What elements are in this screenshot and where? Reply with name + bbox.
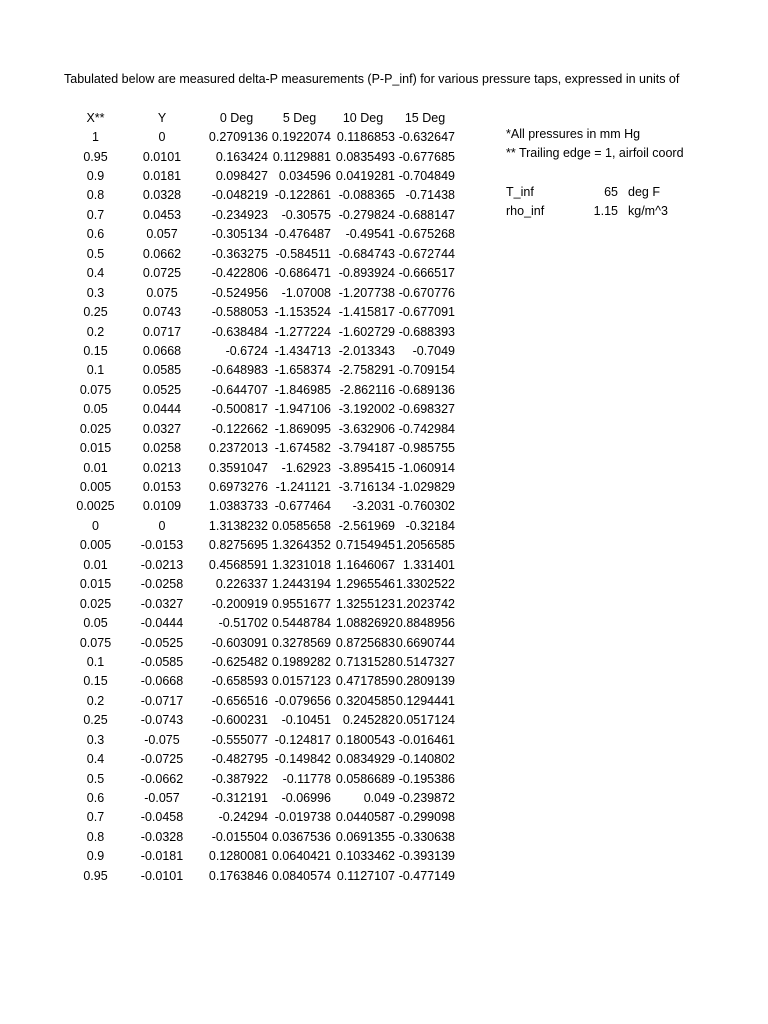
table-row [72, 788, 455, 807]
trailing-edge-note: ** Trailing edge = 1, airfoil coord [506, 146, 684, 161]
deg-0-cell: -0.603091 [211, 635, 268, 650]
deg-10-cell: -3.716134 [338, 480, 395, 495]
y-cell: -0.0717 [140, 693, 184, 708]
deg-0-cell: -0.363275 [211, 246, 268, 261]
x-cell: 0.7 [86, 207, 105, 222]
table-row [72, 730, 455, 749]
table-row [72, 808, 455, 827]
deg-5-cell: 0.0367536 [271, 829, 331, 844]
deg-10-cell: 0.0586689 [335, 771, 395, 786]
deg-5-cell: -0.584511 [275, 246, 331, 261]
deg-10-cell: 1.2965546 [335, 577, 395, 592]
table-row [72, 691, 455, 710]
x-cell: 0.3 [86, 285, 105, 300]
deg-0-cell: -0.638484 [211, 324, 268, 339]
deg-5-cell: 0.0640421 [271, 849, 331, 864]
deg-15-cell: -0.71438 [405, 188, 455, 203]
deg-0-cell: 0.098427 [215, 169, 268, 184]
deg-5-cell: 1.2443194 [271, 577, 331, 592]
deg-0-cell: -0.648983 [211, 363, 268, 378]
deg-5-cell: 1.3264352 [271, 538, 331, 553]
x-cell: 0.4 [86, 266, 105, 281]
table-row [72, 866, 455, 885]
deg-5-cell: -0.122861 [274, 188, 331, 203]
table-row [72, 575, 455, 594]
deg-5-cell: 0.0840574 [271, 868, 331, 883]
deg-15-cell: -0.670776 [398, 285, 455, 300]
deg-0-cell: -0.422806 [211, 266, 268, 281]
parameter-row-t-inf [506, 185, 706, 204]
deg-5-cell: 0.1922074 [271, 130, 331, 145]
deg-15-cell: -0.672744 [398, 246, 455, 261]
x-cell: 0.6 [86, 791, 105, 806]
deg-10-cell: -0.893924 [338, 266, 395, 281]
deg-10-cell: -2.758291 [338, 363, 395, 378]
deg-15-cell: 1.2056585 [395, 538, 455, 553]
parameter-unit: kg/m^3 [628, 204, 668, 219]
y-cell: 0.0453 [142, 207, 182, 222]
deg-15-cell: 0.8848956 [395, 616, 455, 631]
deg-5-cell: 0.0157123 [271, 674, 331, 689]
deg-5-cell: 0.1989282 [271, 654, 331, 669]
x-cell: 0.075 [79, 382, 112, 397]
deg-10-cell: 0.7131528 [335, 654, 395, 669]
deg-10-cell: 0.0691355 [335, 829, 395, 844]
y-cell: -0.0743 [140, 713, 184, 728]
y-cell: 0 [158, 130, 166, 145]
deg-15-cell: -0.688147 [398, 207, 455, 222]
deg-10-cell: 0.3204585 [335, 693, 395, 708]
column-header-y: Y [157, 110, 167, 125]
table-row [72, 749, 455, 768]
deg-0-cell: 0.1280081 [208, 849, 268, 864]
y-cell: 0.0525 [142, 382, 182, 397]
deg-15-cell: -0.32184 [405, 518, 455, 533]
deg-5-cell: -1.658374 [274, 363, 331, 378]
x-cell: 0.25 [83, 713, 108, 728]
deg-0-cell: -0.048219 [211, 188, 268, 203]
table-row [72, 264, 455, 283]
freestream-parameters [506, 185, 706, 224]
parameter-value: 65 [604, 185, 618, 199]
deg-0-cell: 0.2709136 [208, 130, 268, 145]
column-header-15-deg: 15 Deg [404, 110, 446, 125]
deg-0-cell: -0.588053 [211, 305, 268, 320]
deg-5-cell: -1.277224 [274, 324, 331, 339]
deg-10-cell: -3.632906 [338, 421, 395, 436]
y-cell: -0.0458 [140, 810, 184, 825]
x-cell: 0.7 [86, 810, 105, 825]
deg-10-cell: 0.1033462 [335, 849, 395, 864]
y-cell: -0.075 [144, 732, 180, 747]
deg-10-cell: -0.088365 [338, 188, 395, 203]
table-row [72, 380, 455, 399]
deg-0-cell: 1.0383733 [208, 499, 268, 514]
table-row [72, 711, 455, 730]
deg-5-cell: -1.153524 [274, 305, 331, 320]
parameter-name: rho_inf [506, 204, 545, 219]
x-cell: 0.9 [86, 849, 105, 864]
x-cell: 0.95 [83, 149, 108, 164]
y-cell: 0.0109 [142, 499, 182, 514]
deg-5-cell: -1.62923 [281, 460, 331, 475]
deg-15-cell: -0.742984 [398, 421, 455, 436]
table-row [72, 438, 455, 457]
deg-0-cell: -0.6724 [225, 343, 268, 358]
table-row [72, 672, 455, 691]
y-cell: -0.0525 [140, 635, 184, 650]
table-row [72, 458, 455, 477]
table-row [72, 477, 455, 496]
deg-5-cell: -0.06996 [281, 791, 331, 806]
deg-10-cell: -2.013343 [338, 343, 395, 358]
deg-5-cell: -0.11778 [282, 771, 331, 786]
deg-10-cell: 0.245282 [342, 713, 395, 728]
deg-0-cell: -0.644707 [211, 382, 268, 397]
x-cell: 0.005 [79, 480, 112, 495]
deg-15-cell: 1.331401 [402, 557, 455, 572]
deg-0-cell: -0.51702 [218, 616, 268, 631]
y-cell: 0.0585 [142, 363, 182, 378]
deg-10-cell: 1.1646067 [335, 557, 395, 572]
y-cell: -0.0662 [140, 771, 184, 786]
deg-15-cell: -0.299098 [398, 810, 455, 825]
table-row [72, 147, 455, 166]
table-row [72, 166, 455, 185]
table-header-row [72, 108, 455, 127]
y-cell: 0.0328 [142, 188, 182, 203]
x-cell: 0.2 [86, 324, 105, 339]
deg-5-cell: -0.10451 [281, 713, 331, 728]
x-cell: 0.5 [86, 246, 105, 261]
x-cell: 0.8 [86, 188, 105, 203]
deg-10-cell: 0.0440587 [335, 810, 395, 825]
deg-10-cell: -0.49541 [345, 227, 395, 242]
y-cell: -0.0444 [140, 616, 184, 631]
deg-15-cell: -0.016461 [398, 732, 455, 747]
x-cell: 0.005 [79, 538, 112, 553]
deg-10-cell: 0.1800543 [335, 732, 395, 747]
deg-0-cell: -0.122662 [211, 421, 268, 436]
deg-10-cell: -0.684743 [338, 246, 395, 261]
deg-5-cell: 0.9551677 [271, 596, 331, 611]
y-cell: -0.0725 [140, 752, 184, 767]
deg-15-cell: -0.677685 [398, 149, 455, 164]
deg-15-cell: -1.029829 [398, 480, 455, 495]
deg-5-cell: -0.019738 [274, 810, 331, 825]
parameter-value: 1.15 [593, 204, 618, 219]
x-cell: 0.6 [86, 227, 105, 242]
deg-5-cell: 0.0585658 [271, 518, 331, 533]
column-header-0-deg: 0 Deg [219, 110, 254, 125]
table-body [72, 127, 455, 885]
notes-block [506, 127, 696, 166]
x-cell: 0.3 [86, 732, 105, 747]
table-row [72, 497, 455, 516]
deg-0-cell: -0.500817 [211, 402, 268, 417]
y-cell: 0 [158, 518, 166, 533]
deg-15-cell: -0.688393 [398, 324, 455, 339]
deg-10-cell: 0.0835493 [335, 149, 395, 164]
deg-5-cell: -1.07008 [281, 285, 331, 300]
deg-5-cell: -0.476487 [274, 227, 331, 242]
deg-0-cell: 0.6973276 [208, 480, 268, 495]
deg-10-cell: -2.561969 [338, 518, 395, 533]
deg-0-cell: -0.600231 [211, 713, 268, 728]
deg-15-cell: -0.7049 [412, 343, 455, 358]
deg-15-cell: -0.477149 [398, 868, 455, 883]
deg-5-cell: -1.674582 [274, 441, 331, 456]
table-row [72, 536, 455, 555]
column-header-5-deg: 5 Deg [282, 110, 317, 125]
table-row [72, 341, 455, 360]
deg-15-cell: -0.689136 [398, 382, 455, 397]
deg-10-cell: -3.192002 [338, 402, 395, 417]
y-cell: -0.0668 [140, 674, 184, 689]
deg-15-cell: -0.985755 [398, 441, 455, 456]
x-cell: 0.1 [86, 363, 105, 378]
parameter-name: T_inf [506, 185, 534, 199]
deg-15-cell: -0.704849 [398, 169, 455, 184]
deg-0-cell: 0.163424 [215, 149, 268, 164]
deg-5-cell: -1.947106 [274, 402, 331, 417]
deg-10-cell: 0.4717859 [335, 674, 395, 689]
deg-0-cell: -0.482795 [211, 752, 268, 767]
deg-0-cell: 0.226337 [215, 577, 268, 592]
pressure-table [72, 108, 455, 886]
deg-5-cell: 0.1129881 [272, 149, 331, 164]
deg-10-cell: -1.602729 [338, 324, 395, 339]
deg-5-cell: -0.30575 [281, 207, 331, 222]
deg-15-cell: -0.760302 [398, 499, 455, 514]
deg-0-cell: -0.625482 [211, 654, 268, 669]
deg-0-cell: -0.24294 [218, 810, 268, 825]
table-row [72, 516, 455, 535]
y-cell: -0.0101 [140, 868, 184, 883]
y-cell: -0.0213 [140, 557, 184, 572]
deg-15-cell: -0.393139 [398, 849, 455, 864]
x-cell: 0.5 [86, 771, 105, 786]
x-cell: 0.015 [79, 577, 112, 592]
deg-15-cell: -0.632647 [398, 130, 455, 145]
deg-10-cell: 0.1186853 [336, 130, 395, 145]
y-cell: 0.0181 [142, 169, 182, 184]
table-row [72, 302, 455, 321]
table-row [72, 613, 455, 632]
deg-15-cell: 1.3302522 [395, 577, 455, 592]
x-cell: 0 [92, 518, 99, 533]
deg-10-cell: -3.2031 [352, 499, 395, 514]
x-cell: 0.95 [83, 868, 108, 883]
table-row [72, 827, 455, 846]
y-cell: 0.0153 [142, 480, 182, 495]
deg-15-cell: -0.195386 [398, 771, 455, 786]
deg-15-cell: 1.2023742 [395, 596, 455, 611]
x-cell: 0.25 [83, 305, 108, 320]
deg-10-cell: -1.207738 [338, 285, 395, 300]
deg-5-cell: -0.677464 [274, 499, 331, 514]
deg-0-cell: 0.4568591 [208, 557, 268, 572]
table-row [72, 555, 455, 574]
deg-5-cell: 0.5448784 [271, 616, 331, 631]
x-cell: 1 [92, 130, 99, 145]
deg-5-cell: 0.034596 [278, 169, 331, 184]
deg-0-cell: 0.3591047 [208, 460, 268, 475]
table-row [72, 186, 455, 205]
table-row [72, 652, 455, 671]
deg-10-cell: 0.1127107 [336, 868, 395, 883]
deg-15-cell: 0.0517124 [395, 713, 455, 728]
deg-0-cell: -0.555077 [211, 732, 268, 747]
deg-15-cell: 0.5147327 [395, 654, 455, 669]
deg-15-cell: -0.709154 [398, 363, 455, 378]
x-cell: 0.01 [83, 557, 108, 572]
units-note: *All pressures in mm Hg [506, 127, 641, 141]
deg-15-cell: -0.666517 [398, 266, 455, 281]
y-cell: 0.057 [146, 227, 178, 242]
x-cell: 0.05 [83, 616, 108, 631]
y-cell: -0.057 [144, 791, 180, 806]
column-header-x: X** [86, 110, 105, 125]
x-cell: 0.025 [79, 596, 112, 611]
y-cell: 0.0725 [142, 266, 182, 281]
x-cell: 0.4 [86, 752, 105, 767]
deg-0-cell: 0.2372013 [208, 441, 268, 456]
y-cell: 0.0717 [142, 324, 182, 339]
y-cell: 0.0668 [142, 343, 182, 358]
sheet-heading: Tabulated below are measured delta-P measurements (P-P_inf) for various pressure taps, expressed in units of [64, 72, 680, 86]
deg-10-cell: 0.049 [363, 791, 395, 806]
deg-15-cell: -0.330638 [398, 829, 455, 844]
deg-10-cell: 0.8725683 [335, 635, 395, 650]
x-cell: 0.1 [86, 654, 105, 669]
y-cell: 0.0662 [142, 246, 182, 261]
y-cell: 0.075 [146, 285, 178, 300]
table-row [72, 205, 455, 224]
table-row [72, 322, 455, 341]
y-cell: -0.0585 [140, 654, 184, 669]
x-cell: 0.01 [83, 460, 108, 475]
deg-10-cell: -1.415817 [338, 305, 395, 320]
y-cell: -0.0258 [140, 577, 184, 592]
y-cell: -0.0328 [140, 829, 184, 844]
y-cell: 0.0213 [142, 460, 182, 475]
deg-5-cell: -0.686471 [274, 266, 331, 281]
deg-15-cell: 0.6690744 [395, 635, 455, 650]
deg-0-cell: -0.524956 [211, 285, 268, 300]
deg-15-cell: -0.675268 [398, 227, 455, 242]
y-cell: -0.0327 [140, 596, 184, 611]
table-row [72, 847, 455, 866]
deg-5-cell: -1.846985 [274, 382, 331, 397]
y-cell: 0.0444 [142, 402, 182, 417]
deg-10-cell: -0.279824 [338, 207, 395, 222]
deg-5-cell: 1.3231018 [271, 557, 331, 572]
table-row [72, 361, 455, 380]
table-row [72, 127, 455, 146]
deg-5-cell: 0.3278569 [271, 635, 331, 650]
parameter-row-rho-inf [506, 204, 706, 223]
deg-0-cell: -0.312191 [211, 791, 268, 806]
deg-0-cell: -0.234923 [211, 207, 268, 222]
deg-0-cell: 0.1763846 [208, 868, 268, 883]
x-cell: 0.0025 [76, 499, 115, 514]
x-cell: 0.9 [86, 169, 105, 184]
deg-5-cell: -0.124817 [274, 732, 331, 747]
x-cell: 0.8 [86, 829, 105, 844]
y-cell: 0.0258 [142, 441, 182, 456]
deg-10-cell: -2.862116 [339, 382, 395, 397]
table-row [72, 419, 455, 438]
deg-15-cell: -0.677091 [398, 305, 455, 320]
deg-0-cell: 0.8275695 [208, 538, 268, 553]
table-row [72, 225, 455, 244]
table-row [72, 283, 455, 302]
deg-0-cell: 1.3138232 [208, 518, 268, 533]
deg-15-cell: 0.2809139 [395, 674, 455, 689]
deg-5-cell: -0.079656 [274, 693, 331, 708]
y-cell: -0.0181 [140, 849, 184, 864]
deg-0-cell: -0.015504 [211, 829, 268, 844]
column-header-10-deg: 10 Deg [342, 110, 384, 125]
deg-0-cell: -0.656516 [211, 693, 268, 708]
parameter-unit: deg F [628, 185, 660, 199]
deg-10-cell: 0.7154945 [335, 538, 395, 553]
deg-0-cell: -0.658593 [211, 674, 268, 689]
deg-5-cell: -1.241121 [275, 480, 331, 495]
deg-10-cell: -3.895415 [338, 460, 395, 475]
deg-10-cell: -3.794187 [338, 441, 395, 456]
deg-5-cell: -1.869095 [274, 421, 331, 436]
x-cell: 0.05 [83, 402, 108, 417]
table-row [72, 594, 455, 613]
deg-10-cell: 1.0882692 [335, 616, 395, 631]
deg-0-cell: -0.200919 [211, 596, 268, 611]
table-row [72, 400, 455, 419]
y-cell: 0.0743 [142, 305, 182, 320]
deg-0-cell: -0.387922 [211, 771, 268, 786]
deg-10-cell: 0.0834929 [335, 752, 395, 767]
deg-15-cell: 0.1294441 [395, 693, 455, 708]
x-cell: 0.075 [79, 635, 112, 650]
x-cell: 0.15 [83, 343, 108, 358]
deg-5-cell: -0.149842 [274, 752, 331, 767]
deg-10-cell: 1.3255123 [335, 596, 395, 611]
deg-15-cell: -1.060914 [398, 460, 455, 475]
deg-5-cell: -1.434713 [274, 343, 331, 358]
y-cell: 0.0101 [142, 149, 182, 164]
deg-10-cell: 0.0419281 [335, 169, 395, 184]
x-cell: 0.025 [79, 421, 112, 436]
x-cell: 0.15 [83, 674, 108, 689]
y-cell: 0.0327 [142, 421, 182, 436]
table-row [72, 244, 455, 263]
deg-0-cell: -0.305134 [211, 227, 268, 242]
deg-15-cell: -0.698327 [398, 402, 455, 417]
y-cell: -0.0153 [140, 538, 184, 553]
deg-15-cell: -0.140802 [398, 752, 455, 767]
x-cell: 0.2 [86, 693, 105, 708]
table-row [72, 633, 455, 652]
table-row [72, 769, 455, 788]
deg-15-cell: -0.239872 [398, 791, 455, 806]
x-cell: 0.015 [79, 441, 112, 456]
